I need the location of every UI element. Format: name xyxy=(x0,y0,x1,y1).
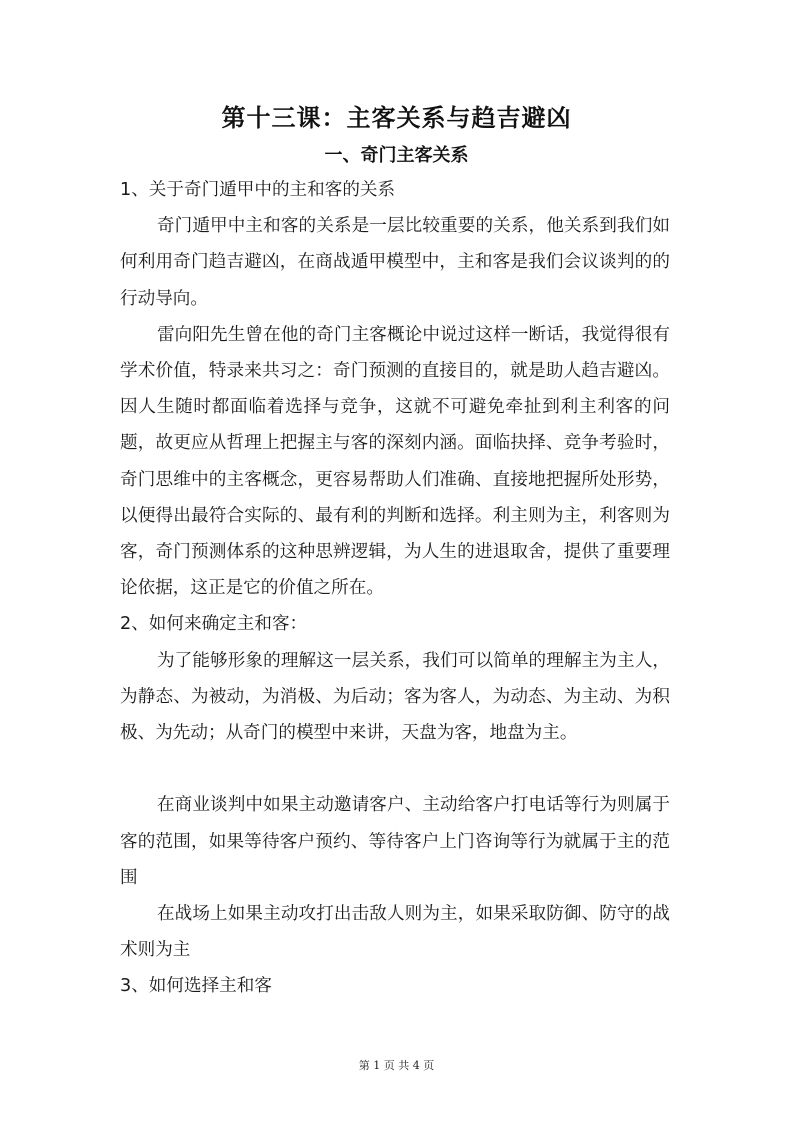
document-body xyxy=(120,172,670,1005)
section-heading: 一、奇门主客关系 xyxy=(324,145,469,166)
blank-line xyxy=(120,751,670,787)
paragraph: 在战场上如果主动攻打出击敌人则为主，如果采取防御、防守的战术则为主 xyxy=(120,904,670,961)
subsection-heading-2: 2、如何来确定主和客： xyxy=(120,614,308,635)
subsection-heading-1: 1、关于奇门遁甲中的主和客的关系 xyxy=(120,180,396,200)
paragraph: 雷向阳先生曾在他的奇门主客概论中说过这样一断话，我觉得很有学术价值，特录来共习之：奇门预测的直接目的，就是助人趋吉避凶。因人生随时都面临着选择与竞争，这就不可避免牵扯到利主利客的问题，故更应从哲理上把握主与客的深刻内涵。面临抉择、竞争考验时，奇门思维中的主客概念，更容易帮助人们准确、直接地把握所处形势，以便得出最符合实际的、最有利的判断和选择。利主则为主，利客则为客，奇门预测体系的这种思辨逻辑，为人生的进退取舍，提供了重要理论依据，这正是它的价值之所在。 xyxy=(120,324,670,599)
page-number-footer: 第 1 页 共 4 页 xyxy=(358,1059,435,1072)
paragraph: 在商业谈判中如果主动邀请客户、主动给客户打电话等行为则属于客的范围，如果等待客户预约、等待客户上门咨询等行为就属于主的范围 xyxy=(120,795,670,888)
paragraph: 奇门遁甲中主和客的关系是一层比较重要的关系，他关系到我们如何利用奇门趋吉避凶，在商战遁甲模型中，主和客是我们会议谈判的的行动导向。 xyxy=(120,216,670,309)
subsection-heading-3: 3、如何选择主和客 xyxy=(120,976,272,997)
page-title: 第十三课：主客关系与趋吉避凶 xyxy=(221,104,572,132)
paragraph: 为了能够形象的理解这一层关系，我们可以简单的理解主为主人，为静态、为被动，为消极、为后动；客为客人，为动态、为主动、为积极、为先动；从奇门的模型中来讲，天盘为客，地盘为主。 xyxy=(120,650,670,744)
